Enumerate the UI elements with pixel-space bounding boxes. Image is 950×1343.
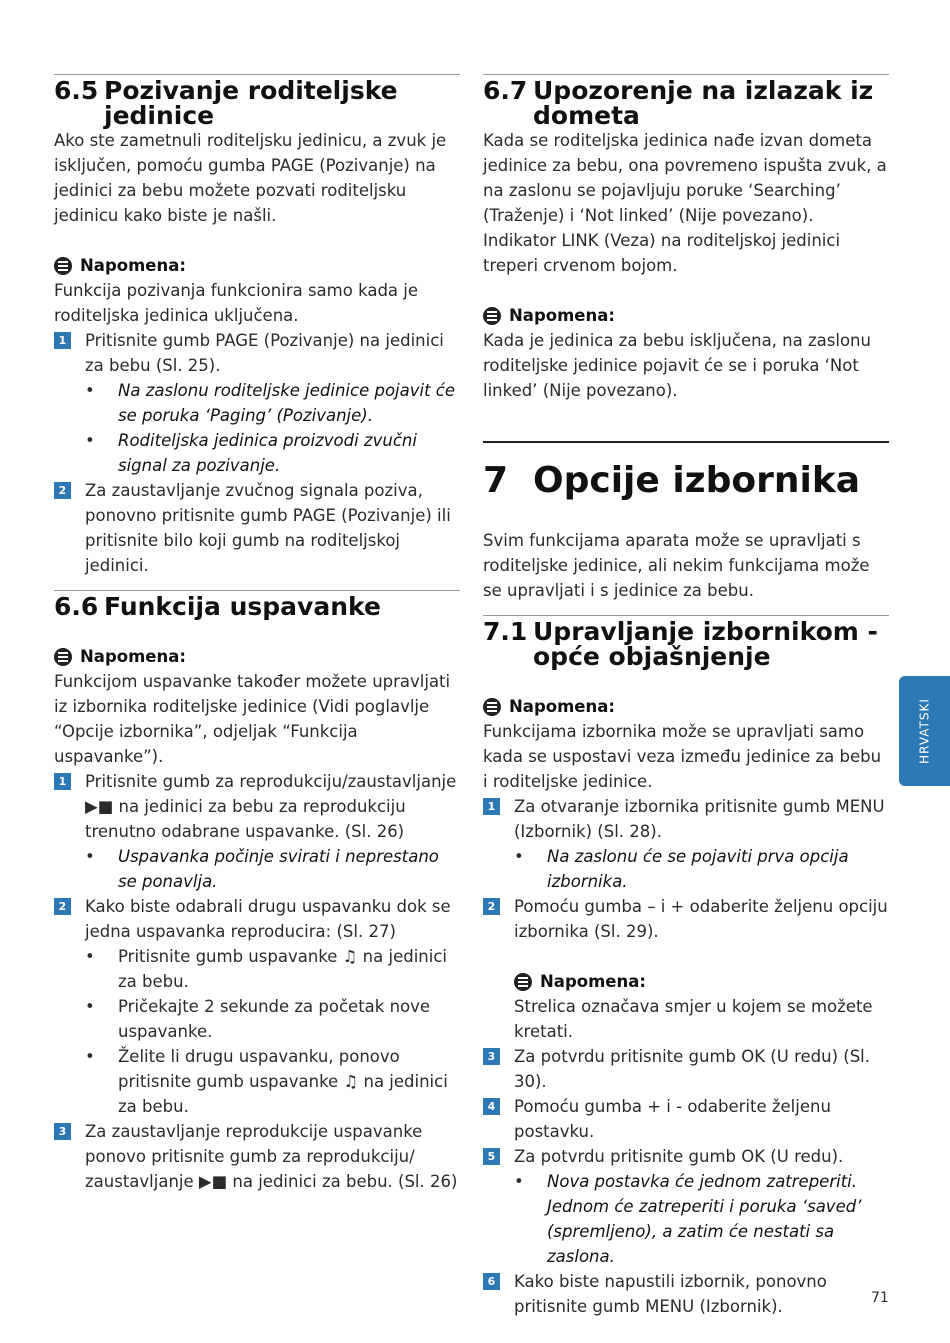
bullet-text: Uspavanka počinje svirati i neprestano se ponavlja. [118,847,439,891]
note-heading [483,303,889,328]
bullet-glyph: • [514,1172,524,1191]
step-text: Kako biste odabrali drugu uspavanku dok se jedna uspavanka reproducira: (Sl. 27) [85,897,451,941]
step-badge: 1 [483,798,500,815]
step-text: Za potvrdu pritisnite gumb OK (U redu) (Sl. 30). [514,1047,870,1091]
chapter-heading-7 [483,459,889,503]
list-item [85,378,460,428]
step [54,478,460,578]
bullet-text: Pritisnite gumb uspavanke ♫ na jedinici za bebu. [118,947,447,991]
bullet-text: Pričekajte 2 sekunde za početak nove uspavanke. [118,997,431,1041]
right-column [483,74,889,1319]
step-badge: 6 [483,1273,500,1290]
bullet-glyph: • [85,997,95,1016]
note-label: Napomena: [540,972,646,991]
step-badge: 5 [483,1148,500,1165]
note-label: Napomena: [80,647,186,666]
note-text: Strelica označava smjer u kojem se možete kretati. [514,997,873,1041]
bullet-text: Na zaslonu će se pojaviti prva opcija izbornika. [547,847,849,891]
note-text: Funkcijom uspavanke također možete upravljati iz izbornika roditeljske jedinice (Vidi poglavlje “Opcije izbornika”, odjeljak “Funkcija uspavanke”). [54,672,451,766]
section-heading-7-1 [483,616,889,669]
section-title: Pozivanje roditeljske jedinice [104,76,398,130]
note-icon [483,307,501,325]
step [483,1269,889,1319]
section-title: Funkcija uspavanke [104,592,381,621]
step-text: Za zaustavljanje zvučnog signala poziva, ponovno pritisnite gumb PAGE (Pozivanje) ili pritisnite bilo koji gumb na roditeljskoj jedinici. [85,481,451,575]
list-item [85,1044,460,1119]
step-badge: 3 [483,1048,500,1065]
step-text: Pomoću gumba + i - odaberite željenu postavku. [514,1097,831,1141]
step-text: Pritisnite gumb za reprodukciju/zaustavljanje ▶■ na jedinici za bebu za reprodukciju trenutno odabrane uspavanke. (Sl. 26) [85,772,457,841]
note-label: Napomena: [509,306,615,325]
note-heading [54,644,460,669]
section-heading-6-5 [54,75,460,128]
note-heading [54,253,460,278]
chapter-title: Opcije izbornika [533,460,861,501]
step [54,894,460,944]
step-badge: 2 [483,898,500,915]
note-label: Napomena: [80,256,186,275]
step-text: Za potvrdu pritisnite gumb OK (U redu). [514,1147,844,1166]
step-badge: 3 [54,1123,71,1140]
section-title: Upozorenje na izlazak iz dometa [533,76,874,130]
language-side-tab [899,676,950,786]
step-badge: 2 [54,898,71,915]
section-number: 7.1 [483,617,528,646]
list-item [514,844,889,894]
section-heading-6-6 [54,591,460,619]
step-text: Pomoću gumba – i + odaberite željenu opciju izbornika (Sl. 29). [514,897,888,941]
step [483,1094,889,1144]
note-heading [514,969,889,994]
list-item [85,428,460,478]
note-icon [514,973,532,991]
left-column [54,74,460,1194]
paragraph: Kada se roditeljska jedinica nađe izvan dometa jedinice za bebu, ona povremeno ispušta zvuk, a na zaslonu se pojavljuju poruke ‘Searching’ (Traženje) i ‘Not linked’ (Nije povezano). Indikator LINK (Veza) na roditeljskoj jedinici treperi crvenom bojom. [483,131,887,275]
bullet-glyph: • [85,381,95,400]
bullet-glyph: • [85,947,95,966]
section-heading-6-7 [483,75,889,128]
step-badge: 4 [483,1098,500,1115]
section-number: 6.7 [483,76,528,105]
note-icon [54,257,72,275]
list-item [85,844,460,894]
list-item [514,1169,889,1269]
bullet-text: Nova postavka će jednom zatreperiti. Jednom će zatreperiti i poruka ‘saved’ (spremljeno), a zatim će nestati sa zaslona. [547,1172,862,1266]
note-text: Kada je jedinica za bebu isključena, na zaslonu roditeljske jedinice pojavit će se i poruka ‘Not linked’ (Nije povezano). [483,331,871,400]
paragraph: Ako ste zametnuli roditeljsku jedinicu, a zvuk je isključen, pomoću gumba PAGE (Pozivanje) na jedinici za bebu možete pozvati roditeljsku jedinicu kako biste je našli. [54,131,447,225]
step-badge: 2 [54,482,71,499]
bullet-text: Roditeljska jedinica proizvodi zvučni signal za pozivanje. [118,431,417,475]
step-badge: 1 [54,773,71,790]
note-label: Napomena: [509,697,615,716]
step-text: Za otvaranje izbornika pritisnite gumb MENU (Izbornik) (Sl. 28). [514,797,885,841]
paragraph: Svim funkcijama aparata može se upravljati s roditeljske jedinice, ali nekim funkcijama može se upravljati i s jedinice za bebu. [483,531,870,600]
note-text: Funkcija pozivanja funkcionira samo kada je roditeljska jedinica uključena. [54,281,419,325]
step [483,1044,889,1094]
step-text: Za zaustavljanje reprodukcije uspavanke ponovo pritisnite gumb za reprodukciju/ zaustavljanje ▶■ na jedinici za bebu. (Sl. 26) [85,1122,458,1191]
step [483,1144,889,1169]
note-icon [54,648,72,666]
section-number: 6.6 [54,592,99,621]
bullet-glyph: • [85,1047,95,1066]
note-text: Funkcijama izbornika može se upravljati samo kada se uspostavi veza između jedinice za bebu i roditeljske jedinice. [483,722,882,791]
step [483,794,889,844]
bullet-text: Želite li drugu uspavanku, ponovo pritisnite gumb uspavanke ♫ na jedinici za bebu. [118,1047,448,1116]
step [483,894,889,944]
list-item [85,944,460,994]
note-heading [483,694,889,719]
section-number: 6.5 [54,76,99,105]
step [54,328,460,378]
step [54,769,460,844]
chapter-number: 7 [483,460,509,501]
step-badge: 1 [54,332,71,349]
language-label: HRVATSKI [917,698,931,764]
bullet-glyph: • [514,847,524,866]
step [54,1119,460,1194]
page-number: 71 [871,1290,889,1306]
step-text: Kako biste napustili izbornik, ponovno pritisnite gumb MENU (Izbornik). [514,1272,827,1316]
bullet-glyph: • [85,431,95,450]
bullet-glyph: • [85,847,95,866]
list-item [85,994,460,1044]
bullet-text: Na zaslonu roditeljske jedinice pojavit će se poruka ‘Paging’ (Pozivanje). [118,381,456,425]
section-title: Upravljanje izbornikom - opće objašnjenje [533,617,878,671]
note-icon [483,698,501,716]
step-text: Pritisnite gumb PAGE (Pozivanje) na jedinici za bebu (Sl. 25). [85,331,444,375]
